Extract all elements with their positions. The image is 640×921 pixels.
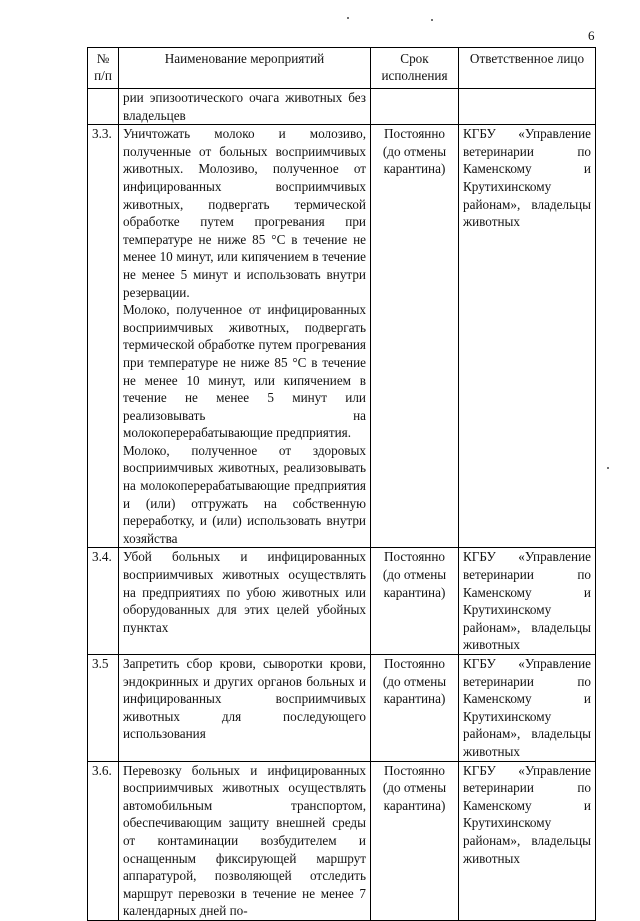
term-line: карантина) bbox=[383, 797, 446, 813]
term-line: (до отмены bbox=[382, 673, 447, 689]
measure-paragraph: Запретить сбор крови, сыворотки крови, эндокринных и других органов больных и инфицированных восприимчивых животных для последующего использования bbox=[123, 656, 366, 742]
term-line: Постоянно bbox=[383, 762, 445, 778]
table-row bbox=[88, 761, 596, 920]
row-term bbox=[371, 655, 459, 762]
header-number-line1: № bbox=[96, 51, 110, 66]
term-line: (до отмены bbox=[382, 780, 447, 796]
table-row bbox=[88, 548, 596, 655]
row-responsible: КГБУ «Управление ветеринарии по Каменскому и Крутихинскому районам», владельцы животных bbox=[459, 761, 596, 920]
measure-paragraph: Перевозку больных и инфицированных восприимчивых животных осуществлять автомобильным транспортом, обеспечивающим защиту внешней среды от контаминации возбудителем и оснащенным фиксирующей маршрут аппаратурой, позволяющей отследить маршрут перевозки в течение не менее 7 календарных дней по- bbox=[123, 762, 366, 919]
scan-speck bbox=[431, 19, 433, 21]
term-line: карантина) bbox=[383, 161, 446, 177]
row-number: 3.4. bbox=[88, 548, 119, 655]
row-number: 3.5 bbox=[88, 655, 119, 762]
measures-table bbox=[87, 47, 596, 921]
header-responsible: Ответственное лицо bbox=[459, 48, 596, 89]
term-line: карантина) bbox=[383, 584, 446, 600]
measure-paragraph: Убой больных и инфицированных восприимчивых животных осуществлять на предприятиях по убою животных или оборудованных для этих целей убойных пунктах bbox=[123, 549, 366, 635]
scan-speck bbox=[607, 467, 609, 469]
header-term-line2: исполнения bbox=[381, 68, 448, 83]
row-term bbox=[371, 761, 459, 920]
measure-paragraph: Уничтожать молоко и молозиво, полученные от больных восприимчивых животных. Молозиво, полученное от инфицированных восприимчивых животных, подвергать термической обработке путем прогревания при температуре не ниже 85 °С в течение не менее 10 минут, или кипячением в течение не менее 5 минут и использовать внутри резервации. bbox=[123, 126, 366, 300]
term-line: Постоянно bbox=[383, 656, 445, 671]
term-line: (до отмены bbox=[382, 567, 447, 583]
row-term bbox=[371, 125, 459, 548]
row-measure bbox=[119, 89, 371, 125]
row-measure bbox=[119, 655, 371, 762]
table-row bbox=[88, 125, 596, 548]
table-header-row bbox=[88, 48, 596, 89]
term-line: (до отмены bbox=[382, 143, 447, 159]
row-term bbox=[371, 89, 459, 125]
term-line: Постоянно bbox=[383, 549, 445, 565]
header-number-line2: п/п bbox=[94, 68, 112, 83]
row-number: 3.6. bbox=[88, 761, 119, 920]
measure-paragraph: Молоко, полученное от инфицированных восприимчивых животных, подвергать термической обработке путем прогревания при температуре не ниже 85 °С в течение не менее 10 минут, или кипячением в течение не менее 5 минут или реализовывать на молокоперерабатывающие предприятия. bbox=[123, 302, 366, 441]
table-row bbox=[88, 89, 596, 125]
measure-paragraph: рии эпизоотического очага животных без владельцев bbox=[123, 90, 366, 123]
row-measure bbox=[119, 125, 371, 548]
row-measure bbox=[119, 548, 371, 655]
row-responsible: КГБУ «Управление ветеринарии по Каменскому и Крутихинскому районам», владельцы животных bbox=[459, 655, 596, 762]
page-number: 6 bbox=[588, 28, 595, 43]
row-responsible: КГБУ «Управление ветеринарии по Каменскому и Крутихинскому районам», владельцы животных bbox=[459, 548, 596, 655]
row-number bbox=[88, 89, 119, 125]
header-name: Наименование мероприятий bbox=[119, 48, 371, 89]
measure-paragraph: Молоко, полученное от здоровых восприимчивых животных, реализовывать на молокоперерабатывающие предприятия и (или) отгружать на собственную переработку, и (или) использовать внутри хозяйства bbox=[123, 442, 366, 546]
header-number bbox=[88, 48, 119, 89]
row-responsible bbox=[459, 89, 596, 125]
header-term-line1: Срок bbox=[400, 51, 429, 66]
row-term bbox=[371, 548, 459, 655]
row-responsible: КГБУ «Управление ветеринарии по Каменскому и Крутихинскому районам», владельцы животных bbox=[459, 125, 596, 548]
table-row bbox=[88, 655, 596, 762]
scan-speck bbox=[347, 17, 349, 19]
term-line: Постоянно bbox=[383, 126, 445, 142]
term-line: карантина) bbox=[383, 691, 446, 707]
row-number: 3.3. bbox=[88, 125, 119, 548]
header-term bbox=[371, 48, 459, 89]
row-measure bbox=[119, 761, 371, 920]
